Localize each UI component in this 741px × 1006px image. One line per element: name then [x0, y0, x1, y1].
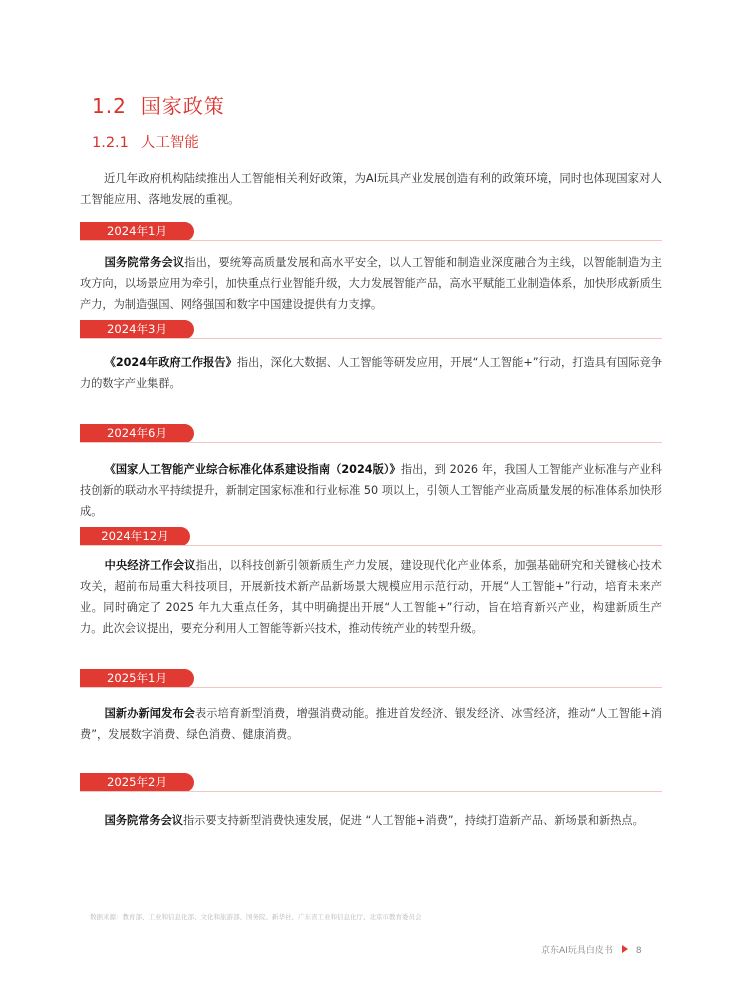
- triangle-right-icon: [622, 945, 628, 953]
- policy-source: 中央经济工作会议: [104, 559, 196, 572]
- policy-source: 国务院常务会议: [104, 814, 183, 827]
- divider: [80, 442, 662, 443]
- policy-paragraph: [80, 703, 662, 745]
- divider: [80, 545, 662, 546]
- policy-paragraph: [80, 459, 662, 522]
- policy-text: 指出，要统筹高质量发展和高水平安全，以人工智能和制造业深度融合为主线，以智能制造为主攻方向，以场景应用为牵引，加快重点行业智能升级，大力发展智能产品，高水平赋能工业制造体系，加快形成新质生产力，为制造强国、网络强国和数字中国建设提供有力支撑。: [80, 256, 662, 311]
- policy-text: 指出，以科技创新引领新质生产力发展，建设现代化产业体系，加强基础研究和关键核心技术攻关，超前布局重大科技项目，开展新技术新产品新场景大规模应用示范行动，开展“人工智能+”行动，培育未来产业。同时确定了 2025 年九大重点任务，其中明确提出开展“人工智能+”行动，旨在培育新兴产业，构建新质生产力。此次会议提出，要充分利用人工智能等新兴技术，推动传统产业的转型升级。: [80, 559, 662, 635]
- date-tag: 2024年6月: [80, 424, 194, 443]
- policy-paragraph: [80, 352, 662, 394]
- subsection-title: 人工智能: [140, 135, 199, 151]
- subsection-number: 1.2.1: [92, 135, 129, 151]
- policy-source: 《国家人工智能产业综合标准化体系建设指南（2024版）》: [104, 463, 401, 476]
- date-tag: 2024年3月: [80, 320, 194, 339]
- policy-source: 《2024年政府工作报告》: [104, 356, 237, 369]
- policy-paragraph: [80, 555, 662, 639]
- divider: [80, 240, 662, 241]
- policy-paragraph: [80, 252, 662, 315]
- policy-text: 指出，到 2026 年，我国人工智能产业标准与产业科技创新的联动水平持续提升，新制定国家标准和行业标准 50 项以上，引领人工智能产业高质量发展的标准体系加快形成。: [80, 463, 662, 518]
- policy-text: 指示要支持新型消费快速发展，促进 “人工智能+消费”，持续打造新产品、新场景和新热点。: [182, 814, 644, 827]
- divider: [80, 791, 662, 792]
- page-number: 8: [635, 946, 642, 956]
- intro-paragraph: 近几年政府机构陆续推出人工智能相关利好政策，为AI玩具产业发展创造有利的政策环境，同时也体现国家对人工智能应用、落地发展的重视。: [80, 171, 662, 206]
- policy-text: 表示培育新型消费，增强消费动能。推进首发经济、银发经济、冰雪经济，推动“人工智能+消费”，发展数字消费、绿色消费、健康消费。: [80, 707, 662, 741]
- section-title: 国家政策: [140, 94, 225, 118]
- divider: [80, 687, 662, 688]
- date-tag: 2024年12月: [80, 527, 190, 546]
- policy-paragraph: [80, 810, 662, 831]
- source-note: 数据来源：教育部、工业和信息化部、文化和旅游部、国务院、新华社、广东省工业和信息化厅、北京市教育委员会: [90, 913, 422, 921]
- divider: [80, 338, 662, 339]
- section-heading: [92, 90, 225, 119]
- date-tag: 2024年1月: [80, 222, 194, 241]
- date-tag: 2025年1月: [80, 669, 194, 688]
- policy-text: 指出，深化大数据、人工智能等研发应用，开展“人工智能+”行动，打造具有国际竞争力的数字产业集群。: [80, 356, 663, 390]
- date-tag: 2025年2月: [80, 773, 194, 792]
- page-footer: [541, 943, 642, 956]
- policy-source: 国务院常务会议: [104, 256, 185, 269]
- section-number: 1.2: [92, 94, 127, 118]
- footer-title: 京东AI玩具白皮书: [541, 946, 613, 956]
- subsection-heading: [92, 131, 199, 152]
- policy-source: 国新办新闻发布会: [104, 707, 195, 720]
